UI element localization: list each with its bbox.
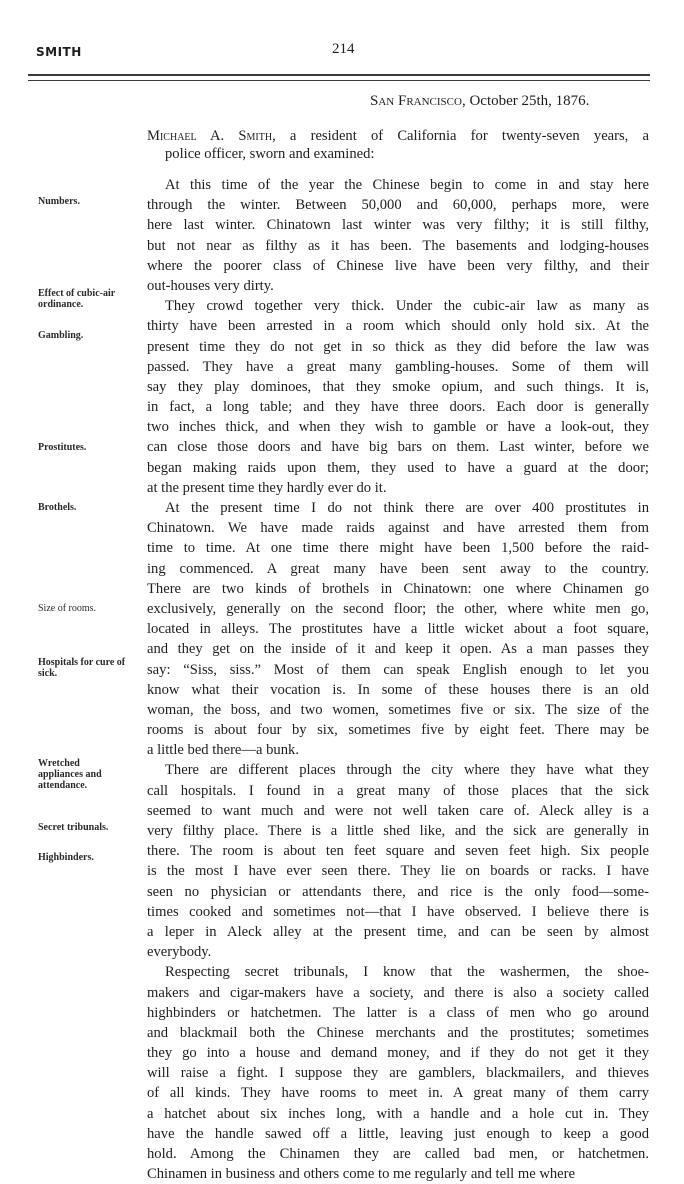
text-line: there. The room is about ten feet square and seven feet high. Six people [147,843,649,860]
text-line: seemed to want much and were not well taken care of. Aleck alley is a [147,802,649,819]
text-line: seen no physician or attendants there, and rice is the only food—some- [147,883,649,900]
text-line: of all kinds. They have rooms to meet in. A great many of them carry [147,1085,649,1102]
margin-note-size-of-rooms: Size of rooms. [38,603,97,614]
page-number: 214 [332,41,355,57]
text-line: is the most I have ever seen there. They lie on boards or racks. I have [147,863,649,880]
text-line: and blackmail both the Chinese merchants and the prostitutes; sometimes [147,1024,649,1041]
header-rule-thin [28,80,650,81]
margin-note-brothels: Brothels. [38,502,77,513]
text-line: woman, the boss, and two women, sometimes five or six. The size of the [147,701,649,718]
text-line: began making raids upon them, they used to have a guard at the door; [147,459,649,476]
text-line: in fact, a long table; and they have three doors. Each door is generally [147,399,649,416]
text-line: here last winter. Chinatown last winter was very filthy; it is still filthy, [147,217,649,234]
text-line: time to time. At one time there might have been 1,500 before the raid- [147,540,649,557]
text-line: At this time of the year the Chinese begin to come in and stay here [165,177,649,193]
text-line: hold. Among the Chinamen they are called bad men, or hatchetmen. [147,1146,649,1162]
dateline-place: San Francisco [370,93,462,109]
text-line: have the handle sawed off a little, leaving just enough to keep a good [147,1125,649,1142]
dateline [370,93,589,110]
margin-note-prostitutes: Prostitutes. [38,442,87,453]
margin-note-numbers: Numbers. [38,196,80,207]
margin-note-highbinders: Highbinders. [38,852,94,863]
text-line: very filthy place. There is a little shed like, and the sick are generally in [147,823,649,839]
text-line: and they get on the inside of it and keep it open. As a man passes they [147,641,649,658]
text-line: There are different places through the city where they have what they [165,762,649,779]
text-line: out-houses very dirty. [147,277,274,294]
text-line: Chinamen in business and others come to me regularly and tell me where [147,1166,575,1183]
text-line: say: “Siss, siss.” Most of them can speak English enough to let you [147,661,649,678]
margin-note-wretched-appliances: Wretched appliances and attendance. [38,758,102,791]
text-line: a hatchet about six inches long, with a handle and a hole cut in. They [147,1105,649,1122]
text-line: but not near as filthy as it has been. The basements and lodging-houses [147,237,649,254]
margin-note-secret-tribunals: Secret tribunals. [38,822,109,833]
text-line: they go into a house and demand money, and if they do not get it they [147,1045,649,1062]
witness-name: Michael A. Smith [147,128,273,144]
text-line: ing commenced. A great many have been sent away to the country. [147,560,649,577]
witness-intro [147,127,649,163]
margin-note-hospitals: Hospitals for cure of sick. [38,657,126,679]
text-line: say they play dominoes, that they smoke opium, and such things. It is, [147,378,649,395]
text-line: at the present time they hardly ever do it. [147,479,387,496]
text-line: There are two kinds of brothels in Chinatown: one where Chinamen go [147,580,649,597]
text-line: rooms is about four by six, sometimes five by eight feet. There may be [147,722,649,739]
text-line: exclusively, generally on the second floor; the other, where white men go, [147,600,649,617]
margin-note-gambling: Gambling. [38,330,84,341]
page-header [36,41,646,65]
text-line: can close those doors and have big bars on them. Last winter, before we [147,439,649,456]
text-line: Respecting secret tribunals, I know that the washermen, the shoe- [165,964,649,981]
running-head: SMITH [36,45,82,59]
text-line: passed. They have a great many gambling-houses. Some of them will [147,358,649,375]
text-line: located in alleys. The prostitutes have a little wicket about a foot square, [147,621,649,638]
text-line: call hospitals. I found in a great many of those places that the sick [147,782,649,799]
text-line: will raise a fight. I suppose they are gamblers, blackmailers, and thieves [147,1065,649,1082]
margin-note-cubic-air: Effect of cubic-air ordinance. [38,288,116,310]
text-line: a leper in Aleck alley at the present time, and can be seen by almost [147,923,649,940]
text-line: times cooked and sometimes not—that I have observed. I believe there is [147,903,649,920]
text-line: highbinders or hatchetmen. The latter is a class of men who go around [147,1004,649,1021]
text-line: two inches thick, and when they wish to gamble or have a look-out, they [147,419,649,436]
text-line: thirty have been arrested in a room which should only hold six. At the [147,318,649,335]
text-line: where the poorer class of Chinese live have been very filthy, and their [147,257,649,274]
testimony-body [147,175,649,1184]
text-line: They crowd together very thick. Under the cubic-air law as many as [165,298,649,315]
text-line: everybody. [147,944,212,961]
text-line: At the present time I do not think there are over 400 prostitutes in [165,500,649,516]
dateline-date: , October 25th, 1876. [461,93,590,109]
text-line: makers and cigar-makers have a society, and there is also a society called [147,984,649,1001]
witness-intro-line2: police officer, sworn and examined: [165,146,375,162]
text-line: Chinatown. We have made raids against and have arrested them from [147,520,649,537]
witness-intro-text: , a resident of California for twenty-seven years, a [272,128,650,144]
header-rule-thick [28,74,650,76]
text-line: a little bed there—a bunk. [147,742,299,759]
text-line: through the winter. Between 50,000 and 60,000, perhaps more, were [147,197,649,214]
text-line: know what their vocation is. In some of these houses there is an old [147,681,649,698]
text-line: present time they do not get in so thick as they did before the law was [147,338,649,355]
